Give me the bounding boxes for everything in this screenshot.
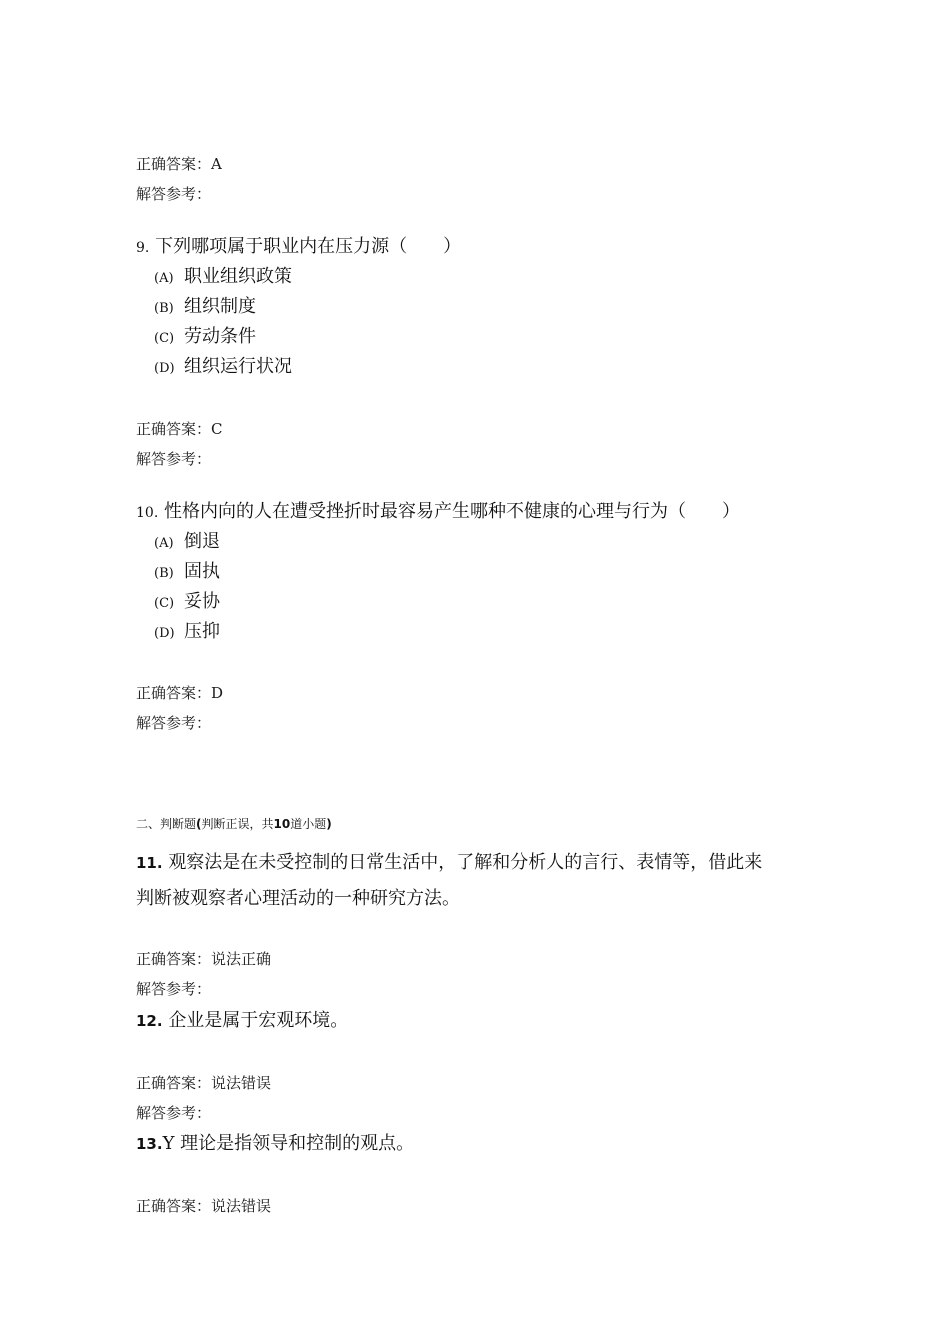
q12-reference: 解答参考： — [136, 1104, 212, 1122]
option-letter: (B) — [154, 301, 174, 316]
question-number: 12. — [136, 1012, 163, 1030]
option-text: 倒退 — [184, 531, 220, 552]
section-title: 二、判断题 — [136, 817, 197, 831]
q13-answer — [136, 1195, 271, 1216]
question-number: 11. — [136, 854, 163, 872]
answer-label: 正确答案： — [136, 1074, 212, 1092]
q9-option-a — [154, 262, 292, 288]
q8-reference: 解答参考： — [136, 185, 212, 203]
option-text: 压抑 — [184, 621, 220, 642]
q9-answer — [136, 418, 223, 439]
q11-stem-line-1 — [136, 848, 762, 874]
q11-reference: 解答参考： — [136, 980, 212, 998]
q10-answer — [136, 682, 223, 703]
question-stem: Y 理论是指领导和控制的观点。 — [162, 1133, 415, 1154]
option-text: 组织运行状况 — [184, 356, 292, 377]
answer-label: 正确答案： — [136, 420, 212, 438]
option-text: 组织制度 — [184, 296, 256, 317]
option-text: 劳动条件 — [184, 326, 256, 347]
answer-value: 说法错误 — [211, 1197, 272, 1215]
answer-label: 正确答案： — [136, 684, 212, 702]
q13-stem-line — [136, 1129, 414, 1155]
question-stem: 性格内向的人在遭受挫折时最容易产生哪种不健康的心理与行为（ ） — [164, 501, 740, 522]
answer-label: 正确答案： — [136, 1197, 212, 1215]
answer-value: 说法错误 — [211, 1074, 272, 1092]
option-text: 固执 — [184, 561, 220, 582]
option-letter: (D) — [154, 361, 175, 376]
answer-value: C — [211, 420, 223, 438]
option-letter: (D) — [154, 626, 175, 641]
q10-stem-line — [136, 497, 740, 523]
q9-stem-line — [136, 232, 461, 258]
q9-option-b — [154, 292, 256, 318]
question-stem: 观察法是在未受控制的日常生活中，了解和分析人的言行、表情等，借此来 — [168, 852, 763, 873]
question-stem: 下列哪项属于职业内在压力源（ ） — [155, 236, 462, 257]
section-paren-open: ( — [196, 817, 202, 831]
question-number: 9. — [136, 240, 150, 256]
answer-label: 正确答案： — [136, 155, 212, 173]
section-paren-close: ) — [326, 817, 332, 831]
question-number: 13. — [136, 1135, 163, 1153]
q9-reference: 解答参考： — [136, 450, 212, 468]
q10-option-a — [154, 527, 220, 553]
q10-option-d — [154, 617, 220, 643]
option-letter: (B) — [154, 566, 174, 581]
section-desc: 判断正误，共 — [201, 817, 274, 831]
q12-answer — [136, 1072, 271, 1093]
q11-answer — [136, 948, 271, 969]
option-letter: (C) — [154, 596, 175, 611]
option-letter: (A) — [154, 536, 174, 551]
question-stem: 企业是属于宏观环境。 — [168, 1010, 349, 1031]
q8-answer — [136, 153, 222, 174]
section-unit: 道小题 — [290, 817, 327, 831]
q9-option-c — [154, 322, 256, 348]
section-heading — [136, 815, 332, 832]
option-letter: (A) — [154, 271, 174, 286]
q10-option-b — [154, 557, 220, 583]
q11-stem-line-2: 判断被观察者心理活动的一种研究方法。 — [136, 888, 460, 909]
answer-value: D — [211, 684, 224, 702]
option-text: 妥协 — [184, 591, 220, 612]
option-text: 职业组织政策 — [184, 266, 292, 287]
answer-value: A — [211, 155, 222, 173]
q10-option-c — [154, 587, 220, 613]
option-letter: (C) — [154, 331, 175, 346]
answer-label: 正确答案： — [136, 950, 212, 968]
question-number: 10. — [136, 505, 159, 521]
q12-stem-line — [136, 1006, 348, 1032]
q10-reference: 解答参考： — [136, 714, 212, 732]
q9-option-d — [154, 352, 292, 378]
section-count: 10 — [273, 817, 291, 831]
answer-value: 说法正确 — [211, 950, 272, 968]
